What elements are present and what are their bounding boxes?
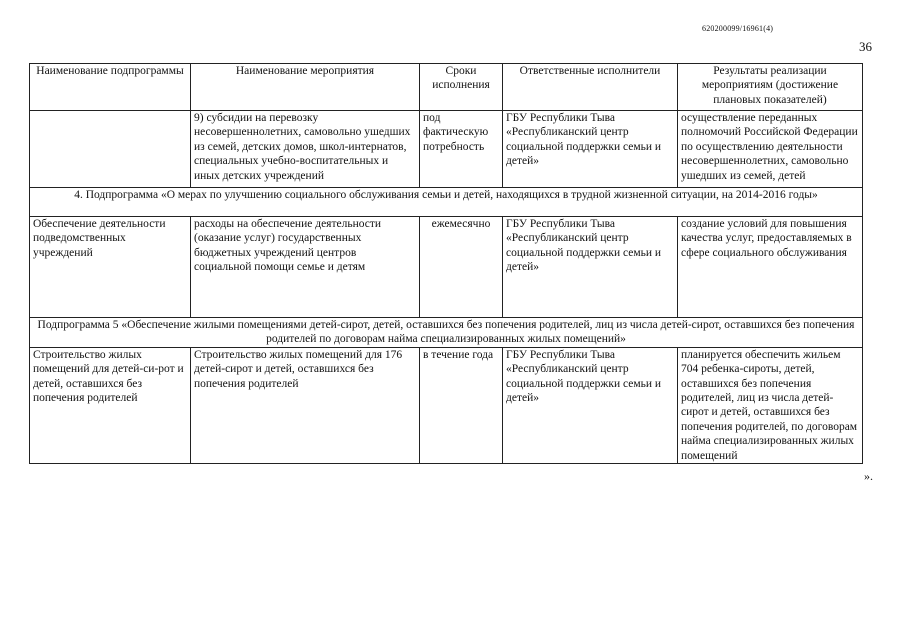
header-row xyxy=(30,64,863,111)
cell-measure: расходы на обеспечение деятельности (оказание услуг) государственных бюджетных учреждений центров социальной помощи семье и детям xyxy=(191,217,420,318)
page-number: 36 xyxy=(859,39,872,54)
header-results: Результаты реализации мероприятиям (достижение плановых показателей) xyxy=(678,64,863,111)
cell-deadline: ежемесячно xyxy=(420,217,503,318)
cell-results: создание условий для повышения качества услуг, предоставляемых в сфере социального обслуживания xyxy=(678,217,863,318)
cell-measure: Строительство жилых помещений для 176 детей-сирот и детей, оставшихся без попечения родителей xyxy=(191,347,420,463)
header-measure: Наименование мероприятия xyxy=(191,64,420,111)
subprogram-5-title: Подпрограмма 5 «Обеспечение жилыми помещениями детей-сирот, детей, оставшихся без попечения родителей, лиц из числа детей-сирот, оставшихся без попечения родителей по договорам найма специализированных жилых помещений» xyxy=(30,318,863,348)
cell-executors: ГБУ Республики Тыва «Республиканский центр социальной поддержки семьи и детей» xyxy=(503,217,678,318)
document-number: 620200099/16961(4) xyxy=(702,24,774,33)
cell-subprogram: Обеспечение деятельности подведомственных учреждений xyxy=(30,217,191,318)
header-executors: Ответственные исполнители xyxy=(503,64,678,111)
cell-subprogram xyxy=(30,111,191,188)
cell-subprogram: Строительство жилых помещений для детей-си-рот и детей, оставшихся без попечения родителей xyxy=(30,347,191,463)
table-row xyxy=(30,347,863,463)
cell-results: планируется обеспечить жильем 704 ребенка-сироты, детей, оставшихся без попечения родителей, лиц из числа детей-сирот и детей, оставшихся без попечения родителей, по договорам найма специализированных жилых помещений xyxy=(678,347,863,463)
measures-table xyxy=(29,63,863,464)
closing-quote: ». xyxy=(864,469,873,483)
cell-deadline: в течение года xyxy=(420,347,503,463)
subprogram-4-title: 4. Подпрограмма «О мерах по улучшению социального обслуживания семьи и детей, находящихся в трудной жизненной ситуации, на 2014-2016 годы» xyxy=(30,188,863,217)
cell-measure: 9) субсидии на перевозку несовершеннолетних, самовольно ушедших из семей, детских домов, школ-интернатов, специальных учебно-воспитательных и иных детских учреждений xyxy=(191,111,420,188)
cell-executors: ГБУ Республики Тыва «Республиканский центр социальной поддержки семьи и детей» xyxy=(503,111,678,188)
cell-executors: ГБУ Республики Тыва «Республиканский центр социальной поддержки семьи и детей» xyxy=(503,347,678,463)
header-deadline: Сроки исполнения xyxy=(420,64,503,111)
header-subprogram: Наименование подпрограммы xyxy=(30,64,191,111)
cell-results: осуществление переданных полномочий Российской Федерации по осуществлению деятельности несовершеннолетних, самовольно ушедших из семей, детей xyxy=(678,111,863,188)
cell-deadline: под фактическую потребность xyxy=(420,111,503,188)
table-row xyxy=(30,111,863,188)
subprogram-heading-row xyxy=(30,318,863,348)
subprogram-heading-row xyxy=(30,188,863,217)
table-row xyxy=(30,217,863,318)
